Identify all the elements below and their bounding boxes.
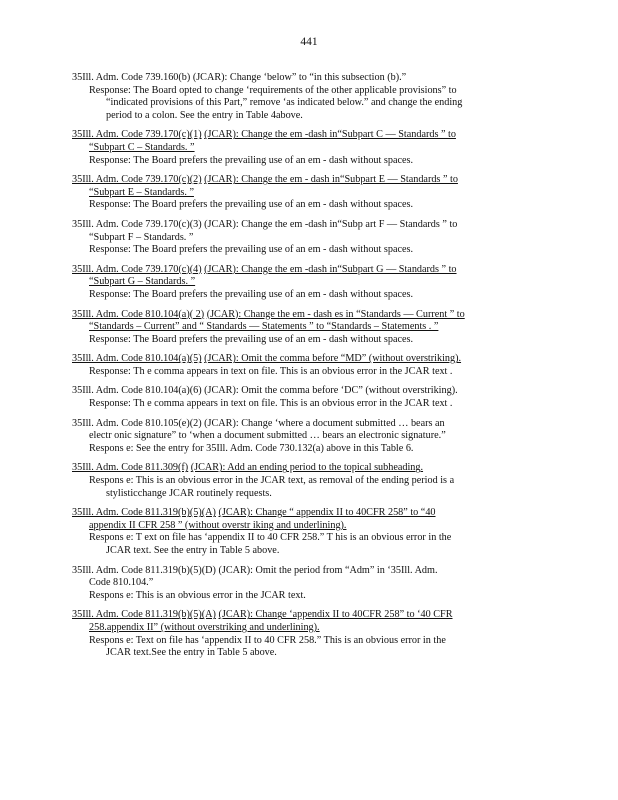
comment-entry xyxy=(72,129,532,167)
comment-entry xyxy=(72,609,532,659)
comment-continuation: “Subpart C – Standards. ” xyxy=(89,141,195,153)
comment-text: (JCAR): Omit the comma before “MD” (without overstriking). xyxy=(204,353,462,365)
code-citation: 35Ill. Adm. Code 811.319(b)(5)(D) xyxy=(72,564,216,576)
comment-entry xyxy=(72,174,532,212)
code-citation: 35Ill. Adm. Code 739.170(c)(3) xyxy=(72,218,202,230)
board-response: Response: Th e comma appears in text on file. This is an obvious error in the JCAR text . xyxy=(89,398,453,410)
comment-entries xyxy=(72,72,532,667)
board-response: Response: The Board prefers the prevailing use of an em - dash without spaces. xyxy=(89,333,414,345)
board-response-continuation: stylisticchange JCAR routinely requests. xyxy=(106,487,272,499)
comment-heading xyxy=(72,565,532,578)
comment-text: (JCAR): Change the em - dash es in “Standards — Current ” to xyxy=(206,308,465,320)
comment-entry xyxy=(72,462,532,500)
comment-text: (JCAR): Omit the period from “Adm” in ‘35Ill. Adm. xyxy=(218,564,438,576)
comment-continuation: Code 810.104.” xyxy=(89,577,154,589)
code-citation: 35Ill. Adm. Code 810.105(e)(2) xyxy=(72,417,202,429)
board-response: Response: The Board prefers the prevailing use of an em - dash without spaces. xyxy=(89,154,414,166)
board-response: Respons e: T ext on file has ‘appendix II to 40 CFR 258.” T his is an obvious error in the xyxy=(89,532,452,544)
comment-continuation: “Subpart F – Standards. ” xyxy=(89,231,194,243)
comment-entry xyxy=(72,353,532,378)
board-response: Response: The Board prefers the prevailing use of an em - dash without spaces. xyxy=(89,288,414,300)
board-response: Respons e: Text on file has ‘appendix II to 40 CFR 258.” This is an obvious error in the xyxy=(89,634,446,646)
comment-heading xyxy=(72,264,532,277)
board-response: Respons e: This is an obvious error in the JCAR text. xyxy=(89,589,306,601)
comment-heading xyxy=(72,507,532,520)
board-response: Response: The Board prefers the prevailing use of an em - dash without spaces. xyxy=(89,244,414,256)
board-response-continuation: “indicated provisions of this Part,” remove ‘as indicated below.” and change the ending xyxy=(106,97,463,109)
comment-text: (JCAR): Add an ending period to the topical subheading. xyxy=(190,462,424,474)
comment-continuation: “Subpart E – Standards. ” xyxy=(89,186,194,198)
board-response: Respons e: This is an obvious error in the JCAR text, as removal of the ending period is a xyxy=(89,475,455,487)
code-citation: 35Ill. Adm. Code 810.104(a)(5) xyxy=(72,353,202,365)
code-citation: 35Ill. Adm. Code 739.160(b) xyxy=(72,72,191,83)
board-response-continuation: period to a colon. See the entry in Table 4above. xyxy=(106,109,303,121)
comment-text: (JCAR): Change the em -dash in“Subp art F — Standards ” to xyxy=(204,218,458,230)
comment-text: (JCAR): Change “ appendix II to 40CFR 258” to “40 xyxy=(218,507,436,519)
comment-entry xyxy=(72,418,532,456)
comment-text: (JCAR): Change the em - dash in“Subpart E — Standards ” to xyxy=(204,174,458,186)
comment-entry xyxy=(72,72,532,122)
board-response: Response: The Board prefers the prevailing use of an em - dash without spaces. xyxy=(89,199,414,211)
board-response-continuation: JCAR text. See the entry in Table 5 above. xyxy=(106,545,280,556)
code-citation: 35Ill. Adm. Code 811.319(b)(5)(A) xyxy=(72,507,216,519)
comment-text: (JCAR): Change ‘where a document submitted … bears an xyxy=(204,417,445,429)
comment-heading xyxy=(72,418,532,431)
board-response: Response: The Board opted to change ‘requirements of the other applicable provisions” to xyxy=(89,84,457,96)
comment-heading xyxy=(72,309,532,322)
comment-entry xyxy=(72,219,532,257)
comment-heading xyxy=(72,353,532,366)
board-response-continuation: JCAR text.See the entry in Table 5 above. xyxy=(106,647,277,659)
comment-heading xyxy=(72,174,532,187)
comment-continuation: “Subpart G – Standards. ” xyxy=(89,276,196,288)
comment-entry xyxy=(72,309,532,347)
code-citation: 35Ill. Adm. Code 811.319(b)(5)(A) xyxy=(72,609,216,621)
comment-heading xyxy=(72,462,532,475)
board-response: Response: Th e comma appears in text on file. This is an obvious error in the JCAR text . xyxy=(89,365,453,377)
comment-heading xyxy=(72,385,532,398)
comment-text: (JCAR): Change ‘below” to “in this subsection (b).” xyxy=(192,72,407,83)
comment-heading xyxy=(72,609,532,622)
comment-continuation: “Standards – Current” and “ Standards — Statements ” to “Standards – Statements . ” xyxy=(89,321,439,333)
board-response: Respons e: See the entry for 35Ill. Adm. Code 730.132(a) above in this Table 6. xyxy=(89,442,414,454)
comment-entry xyxy=(72,507,532,557)
comment-entry xyxy=(72,385,532,410)
code-citation: 35Ill. Adm. Code 739.170(c)(4) xyxy=(72,263,202,275)
comment-text: (JCAR): Change the em -dash in“Subpart G — Standards ” to xyxy=(204,263,457,275)
comment-continuation: appendix II CFR 258 ” (without overstr iking and underlining). xyxy=(89,519,347,531)
page-number: 441 xyxy=(300,36,318,48)
comment-continuation: electr onic signature” to ‘when a document submitted … bears an electronic signature.” xyxy=(89,430,446,442)
code-citation: 35Ill. Adm. Code 810.104(a)( 2) xyxy=(72,308,205,320)
comment-heading xyxy=(72,219,532,232)
comment-entry xyxy=(72,264,532,302)
code-citation: 35Ill. Adm. Code 739.170(c)(1) xyxy=(72,129,202,141)
comment-text: (JCAR): Change the em -dash in“Subpart C — Standards ” to xyxy=(204,129,456,141)
comment-entry xyxy=(72,565,532,603)
comment-heading xyxy=(72,72,532,85)
comment-text: (JCAR): Change ‘appendix II to 40CFR 258” to ‘40 CFR xyxy=(218,609,453,621)
code-citation: 35Ill. Adm. Code 739.170(c)(2) xyxy=(72,174,202,186)
comment-continuation: 258.appendix II” (without overstriking and underlining). xyxy=(89,621,320,633)
code-citation: 35Ill. Adm. Code 811.309(f) xyxy=(72,462,189,474)
code-citation: 35Ill. Adm. Code 810.104(a)(6) xyxy=(72,385,202,397)
comment-text: (JCAR): Omit the comma before ‘DC” (without overstriking). xyxy=(204,385,458,397)
comment-heading xyxy=(72,129,532,142)
